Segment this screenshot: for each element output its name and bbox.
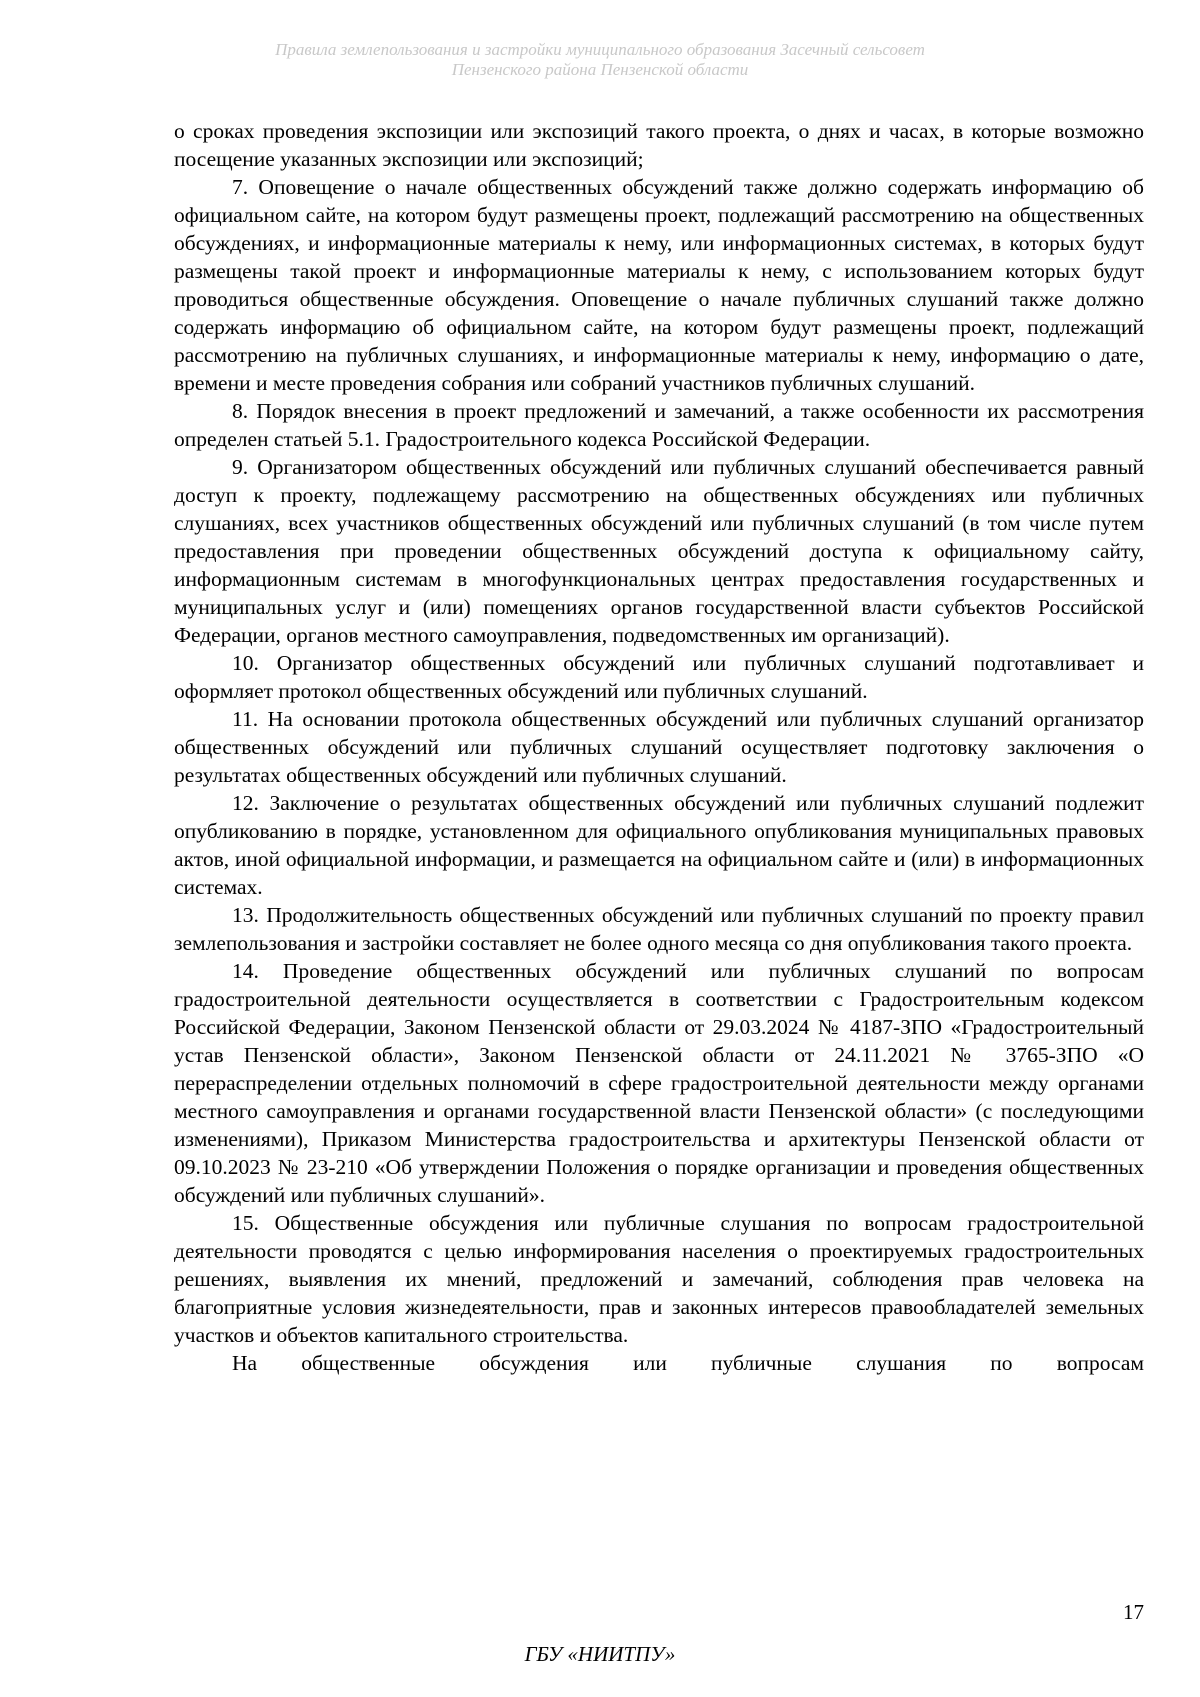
paragraph-continuation: о сроках проведения экспозиции или экспозиций такого проекта, о днях и часах, в которые возможно посещение указанных экспозиции или экспозиций; (174, 119, 1144, 171)
paragraph-trailing: На общественные обсуждения или публичные слушания по вопросам (232, 1351, 1144, 1375)
header-line-2: Пензенского района Пензенской области (451, 60, 749, 79)
paragraph-item-8: 8. Порядок внесения в проект предложений и замечаний, а также особенности их рассмотрения определен статьей 5.1. Градостроительного кодекса Российской Федерации. (174, 399, 1144, 451)
page-number: 17 (1123, 1600, 1144, 1624)
organization-footer: ГБУ «НИИТПУ» (524, 1642, 676, 1666)
paragraph-item-11: 11. На основании протокола общественных обсуждений или публичных слушаний организатор общественных обсуждений или публичных слушаний осуществляет подготовку заключения о результатах общественных обсуждений или публичных слушаний. (174, 707, 1144, 787)
paragraph-item-9: 9. Организатором общественных обсуждений или публичных слушаний обеспечивается равный доступ к проекту, подлежащему рассмотрению на общественных обсуждениях или публичных слушаниях, всех участников общественных обсуждений или публичных слушаний (в том числе путем предоставления при проведении общественных обсуждений доступа к официальному сайту, информационным системам в многофункциональных центрах предоставления государственных и муниципальных услуг и (или) помещениях органов государственной власти субъектов Российской Федерации, органов местного самоуправления, подведомственных им организаций). (174, 455, 1144, 647)
document-body (174, 117, 1144, 1377)
paragraph-item-12: 12. Заключение о результатах общественных обсуждений или публичных слушаний подлежит опубликованию в порядке, установленном для официального опубликования муниципальных правовых актов, иной официальной информации, и размещается на официальном сайте и (или) в информационных системах. (174, 791, 1144, 899)
header-line-1: Правила землепользования и застройки муниципального образования Засечный сельсовет (275, 40, 925, 59)
paragraph-item-10: 10. Организатор общественных обсуждений или публичных слушаний подготавливает и оформляет протокол общественных обсуждений или публичных слушаний. (174, 651, 1144, 703)
paragraph-item-14: 14. Проведение общественных обсуждений или публичных слушаний по вопросам градостроительной деятельности осуществляется в соответствии с Градостроительным кодексом Российской Федерации, Законом Пензенской области от 29.03.2024 № 4187-ЗПО «Градостроительный устав Пензенской области», Законом Пензенской области от 24.11.2021 № 3765-ЗПО «О перераспределении отдельных полномочий в сфере градостроительной деятельности между органами местного самоуправления и органами государственной власти Пензенской области» (с последующими изменениями), Приказом Министерства градостроительства и архитектуры Пензенской области от 09.10.2023 № 23-210 «Об утверждении Положения о порядке организации и проведения общественных обсуждений или публичных слушаний». (174, 959, 1144, 1207)
running-header (150, 40, 1050, 80)
paragraph-item-15: 15. Общественные обсуждения или публичные слушания по вопросам градостроительной деятельности проводятся с целью информирования населения о проектируемых градостроительных решениях, выявления их мнений, предложений и замечаний, соблюдения прав человека на благоприятные условия жизнедеятельности, прав и законных интересов правообладателей земельных участков и объектов капитального строительства. (174, 1211, 1144, 1347)
paragraph-item-7: 7. Оповещение о начале общественных обсуждений также должно содержать информацию об официальном сайте, на котором будут размещены проект, подлежащий рассмотрению на общественных обсуждениях, и информационные материалы к нему, или информационных системах, в которых будут размещены такой проект и информационные материалы к нему, с использованием которых будут проводиться общественные обсуждения. Оповещение о начале публичных слушаний также должно содержать информацию об официальном сайте, на котором будут размещены проект, подлежащий рассмотрению на публичных слушаниях, и информационные материалы к нему, информацию о дате, времени и месте проведения собрания или собраний участников публичных слушаний. (174, 175, 1144, 395)
paragraph-item-13: 13. Продолжительность общественных обсуждений или публичных слушаний по проекту правил землепользования и застройки составляет не более одного месяца со дня опубликования такого проекта. (174, 903, 1144, 955)
